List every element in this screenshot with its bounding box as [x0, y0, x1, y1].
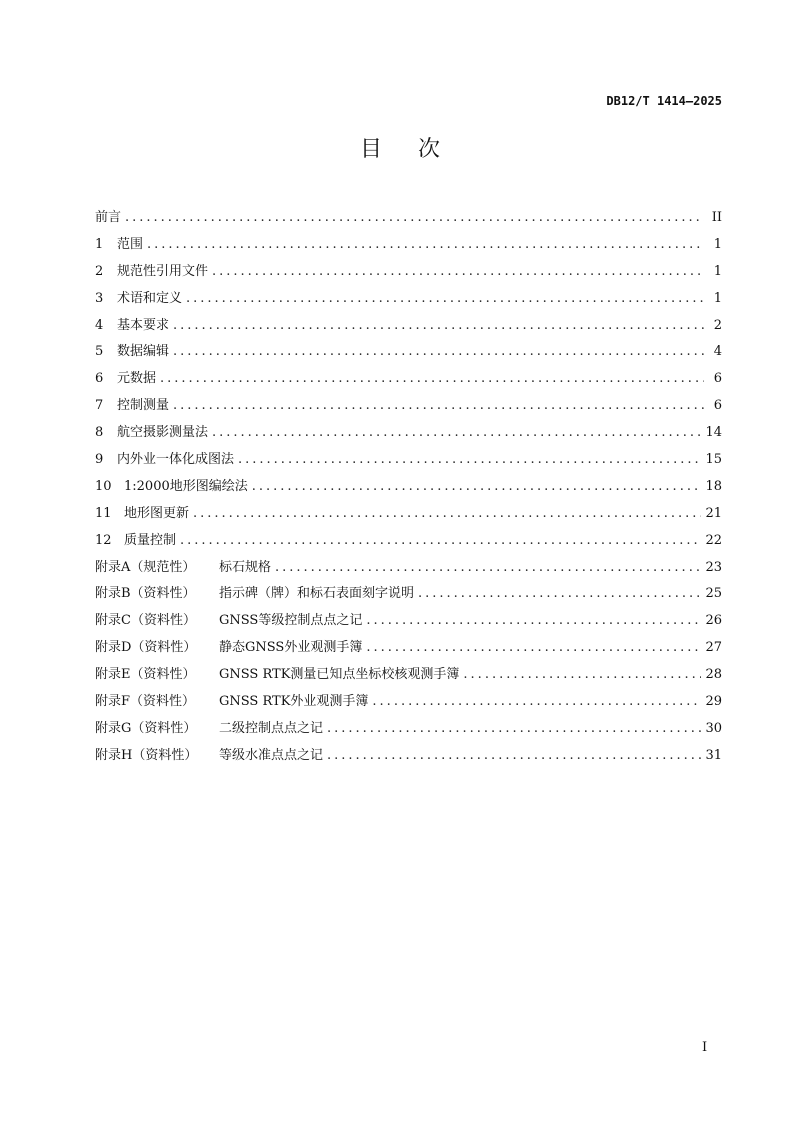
- toc-entry-title: 基本要求: [117, 317, 170, 333]
- dot-leader: [186, 291, 704, 306]
- toc-entry-page: 1: [713, 236, 722, 252]
- dot-leader: [238, 452, 701, 467]
- toc-entry[interactable]: [95, 206, 722, 233]
- toc-entry-page: 23: [705, 559, 722, 575]
- dot-leader: [147, 237, 704, 252]
- toc-entry-page: 28: [705, 667, 722, 683]
- toc-entry-page: 25: [705, 586, 722, 602]
- toc-entry-title: GNSS RTK测量已知点坐标校核观测手簿: [219, 667, 460, 683]
- toc-entry-title: 数据编辑: [117, 344, 170, 360]
- toc-entry[interactable]: [95, 233, 722, 260]
- toc-entry-page: II: [711, 210, 722, 225]
- toc-entry-page: 29: [705, 694, 722, 710]
- toc-entry-title: 规范性引用文件: [117, 263, 209, 279]
- dot-leader: [173, 398, 704, 413]
- toc-entry-page: 31: [705, 747, 722, 763]
- toc-entry-title: 指示碑（牌）和标石表面刻字说明: [219, 586, 415, 602]
- toc-entry[interactable]: [95, 690, 722, 717]
- toc-entry-title: 二级控制点点之记: [219, 720, 324, 736]
- dot-leader: [173, 344, 704, 359]
- dot-leader: [160, 371, 704, 386]
- dot-leader: [418, 586, 701, 601]
- toc-entry-number: 附录D（资料性）: [95, 640, 197, 656]
- toc-entry-number: 6: [95, 371, 104, 387]
- toc-entry-page: 30: [705, 720, 722, 736]
- toc-entry-number: 12: [95, 532, 112, 548]
- toc-entry-title: 航空摄影测量法: [117, 425, 209, 441]
- toc-entry-number: 3: [95, 290, 104, 306]
- dot-leader: [366, 613, 701, 628]
- toc-entry-title: 元数据: [117, 371, 157, 387]
- toc-entry-title: 术语和定义: [117, 290, 183, 306]
- toc-entry[interactable]: [95, 287, 722, 314]
- toc-entry[interactable]: [95, 394, 722, 421]
- toc-entry-page: 22: [705, 532, 722, 548]
- toc-entry-page: 26: [705, 613, 722, 629]
- toc-entry[interactable]: [95, 340, 722, 367]
- dot-leader: [252, 479, 702, 494]
- toc-entry[interactable]: [95, 717, 722, 744]
- toc-entry-title: 前言: [95, 210, 122, 225]
- toc-entry[interactable]: [95, 529, 722, 556]
- toc-entry-title: 标石规格: [219, 559, 272, 575]
- toc-entry-number: 5: [95, 344, 104, 360]
- toc-entry-number: 8: [95, 425, 104, 441]
- toc-entry[interactable]: [95, 367, 722, 394]
- toc-entry-page: 1: [713, 290, 722, 306]
- dot-leader: [125, 210, 704, 225]
- toc-entry-number: 1: [95, 236, 104, 252]
- toc-entry[interactable]: [95, 582, 722, 609]
- toc-entry-title: 范围: [117, 236, 144, 252]
- toc-entry-title: GNSS RTK外业观测手簿: [219, 694, 369, 710]
- dot-leader: [193, 506, 701, 521]
- toc-entry-number: 7: [95, 398, 104, 414]
- toc-entry[interactable]: [95, 314, 722, 341]
- dot-leader: [212, 425, 701, 440]
- toc-entry-number: 2: [95, 263, 104, 279]
- toc-entry[interactable]: [95, 556, 722, 583]
- toc-entry-page: 15: [705, 452, 722, 468]
- toc-entry-number: 附录B（资料性）: [95, 586, 196, 602]
- toc-entry-number: 10: [95, 478, 112, 494]
- toc-entry-title: 内外业一体化成图法: [117, 452, 235, 468]
- dot-leader: [327, 748, 701, 763]
- toc-entry[interactable]: [95, 663, 722, 690]
- toc-entry-page: 1: [713, 263, 722, 279]
- dot-leader: [275, 560, 701, 575]
- toc-entry-page: 18: [705, 478, 722, 494]
- table-of-contents: [95, 206, 722, 771]
- toc-entry-title: 控制测量: [117, 398, 170, 414]
- toc-entry-title: 质量控制: [124, 532, 177, 548]
- toc-entry-page: 2: [713, 317, 722, 333]
- toc-entry-page: 4: [713, 344, 722, 360]
- toc-entry-title: GNSS等级控制点点之记: [219, 613, 363, 629]
- toc-entry-number: 附录H（资料性）: [95, 747, 198, 763]
- toc-entry-number: 附录A（规范性）: [95, 559, 196, 575]
- dot-leader: [366, 640, 701, 655]
- toc-entry-title: 静态GNSS外业观测手簿: [219, 640, 363, 656]
- dot-leader: [180, 533, 701, 548]
- toc-entry[interactable]: [95, 636, 722, 663]
- page-title: 目次: [359, 137, 476, 162]
- toc-entry[interactable]: [95, 421, 722, 448]
- toc-entry-number: 附录C（资料性）: [95, 613, 196, 629]
- document-code: DB12/T 1414—2025: [606, 94, 722, 108]
- toc-entry-number: 4: [95, 317, 104, 333]
- toc-entry[interactable]: [95, 609, 722, 636]
- toc-entry[interactable]: [95, 448, 722, 475]
- toc-entry[interactable]: [95, 744, 722, 771]
- toc-entry[interactable]: [95, 260, 722, 287]
- toc-entry-page: 21: [705, 505, 722, 521]
- dot-leader: [463, 667, 701, 682]
- toc-entry-page: 6: [713, 371, 722, 387]
- dot-leader: [173, 318, 704, 333]
- toc-entry[interactable]: [95, 502, 722, 529]
- toc-entry-title: 等级水准点点之记: [219, 747, 324, 763]
- toc-entry-number: 11: [95, 505, 112, 521]
- toc-entry-number: 附录F（资料性）: [95, 694, 196, 710]
- toc-entry-page: 6: [713, 398, 722, 414]
- dot-leader: [372, 694, 701, 709]
- dot-leader: [327, 721, 701, 736]
- toc-entry-title: 1:2000地形图编绘法: [124, 478, 248, 494]
- dot-leader: [212, 264, 704, 279]
- page-number: I: [702, 1040, 708, 1055]
- toc-entry-number: 附录E（资料性）: [95, 667, 196, 683]
- toc-entry[interactable]: [95, 475, 722, 502]
- toc-entry-page: 14: [705, 425, 722, 441]
- toc-entry-number: 附录G（资料性）: [95, 720, 197, 736]
- toc-entry-page: 27: [705, 640, 722, 656]
- toc-entry-number: 9: [95, 452, 104, 468]
- toc-entry-title: 地形图更新: [124, 505, 190, 521]
